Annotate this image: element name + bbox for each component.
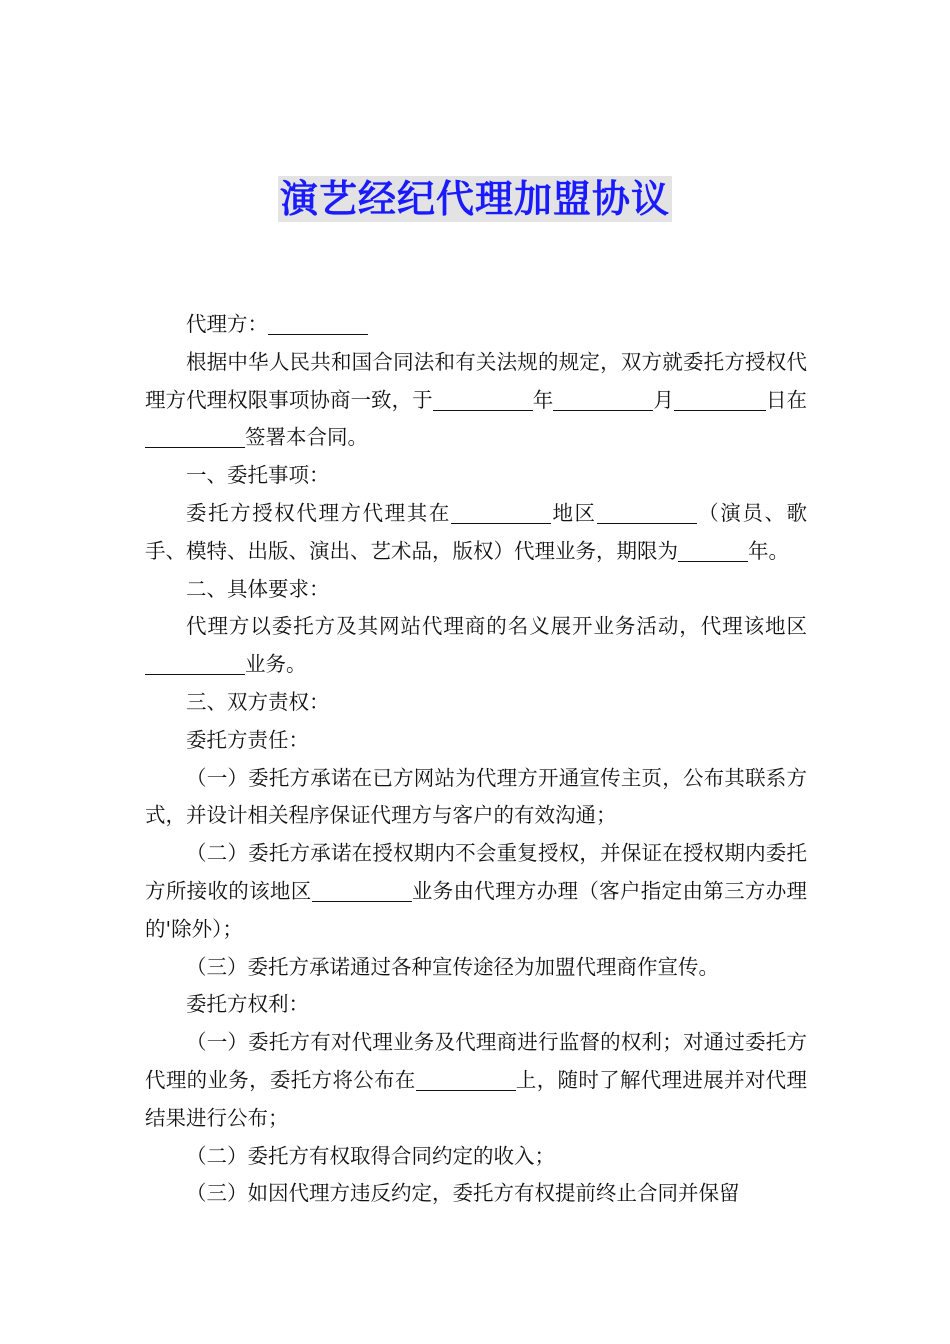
paragraph-requirements: 代理方以委托方及其网站代理商的名义展开业务活动，代理该地区业务。 xyxy=(145,608,807,684)
blank-day-part1 xyxy=(674,387,706,411)
blank-publish-location xyxy=(416,1067,516,1091)
section-heading-1: 一、委托事项： xyxy=(186,463,330,488)
paragraph-preamble: 根据中华人民共和国合同法和有关法规的规定，双方就委托方授权代理方代理权限事项协商一致，于 年 月 日在签署本合同。 xyxy=(145,349,808,450)
blank-term-part2 xyxy=(713,538,748,562)
right-item-3: （三）如因代理方违反约定，委托方有权提前终止合同并保留 xyxy=(186,1181,740,1206)
subheading-principal-rights: 委托方权利： xyxy=(186,992,309,1017)
duty-item-2: （二）委托方承诺在授权期内不会重复授权，并保证在授权期内委托方所接收的该地区 业务由代理方办理（客户指定由第三方办理的'除外）； xyxy=(145,841,808,941)
paragraph-agent: 代理方： xyxy=(145,306,807,344)
duty-item-3: （三）委托方承诺通过各种宣传途径为加盟代理商作宣传。 xyxy=(186,954,719,979)
blank-region-business-2 xyxy=(312,879,412,903)
blank-signing-place xyxy=(145,425,245,449)
blank-agent-name xyxy=(268,312,368,336)
blank-month xyxy=(553,387,653,411)
blank-region-business xyxy=(145,652,245,676)
blank-day-part2 xyxy=(706,387,766,411)
subheading-principal-duties: 委托方责任： xyxy=(186,727,309,752)
document-title: 演艺经纪代理加盟协议 xyxy=(279,177,670,221)
blank-business-type xyxy=(597,501,697,525)
section-heading-2: 二、具体要求： xyxy=(186,576,330,601)
document-body xyxy=(145,306,807,1213)
paragraph-entrusted-matters: 委托方授权代理方代理其在 地区 （演员、歌手、模特、出版、演出、艺术品，版权）代理业务，期限为 年。 xyxy=(145,500,808,563)
blank-year xyxy=(433,387,533,411)
blank-term-part1 xyxy=(678,538,713,562)
duty-item-1: （一）委托方承诺在已方网站为代理方开通宣传主页，公布其联系方式，并设计相关程序保证代理方与客户的有效沟通； xyxy=(145,765,807,828)
title-container xyxy=(0,176,950,222)
blank-region xyxy=(451,501,551,525)
right-item-1: （一）委托方有对代理业务及代理商进行监督的权利；对通过委托方代理的业务，委托方将公布在 上，随时了解代理进展并对代理结果进行公布； xyxy=(145,1030,808,1130)
section-heading-3: 三、双方责权： xyxy=(186,689,330,714)
right-item-2: （二）委托方有权取得合同约定的收入； xyxy=(186,1143,555,1168)
